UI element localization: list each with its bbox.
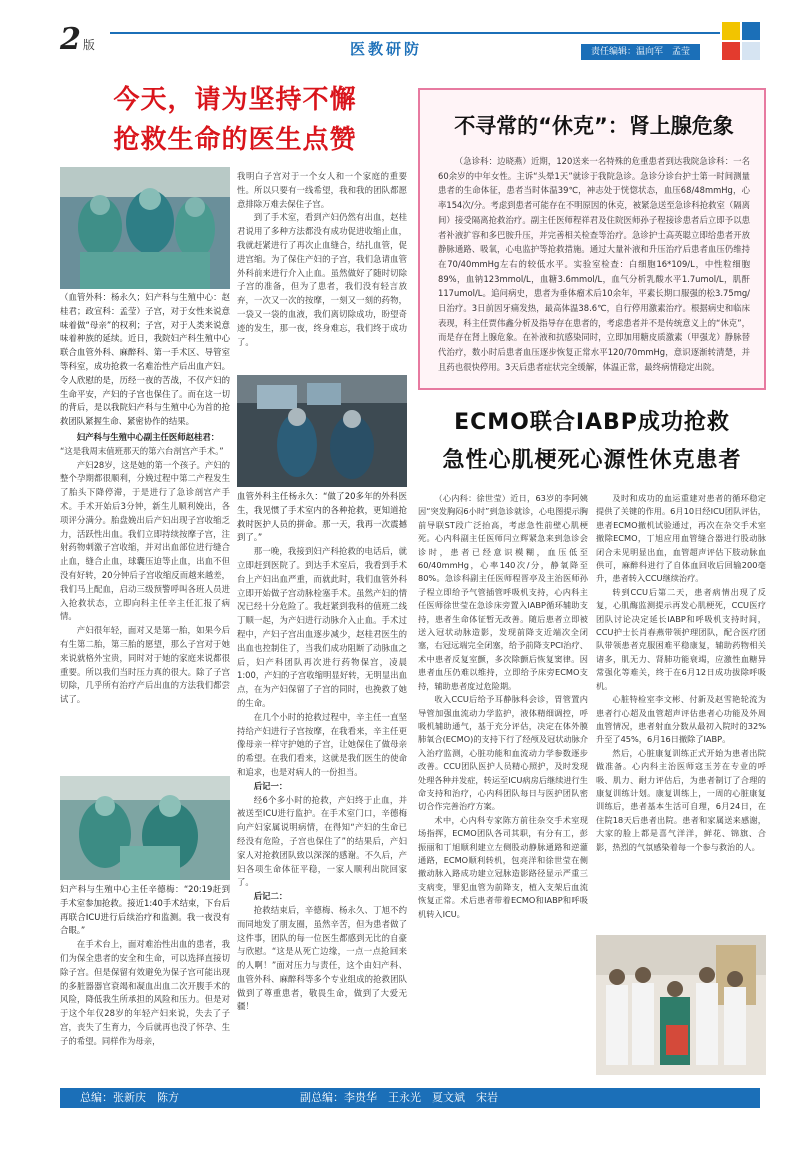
main-paragraph-2: 产妇很年轻，面对又是第一胎，如果今后有生第二胎，第三胎的愿望，那么子宫对于她来说就格外宝贵，同时对于她的家庭来说都很重要。所以我们当时压力真的很大。除了子宫切除，几乎所有治疗产后出血的方法我们都尝试了。 bbox=[60, 625, 230, 705]
ecmo-headline-line-2: 急性心肌梗死心源性休克患者 bbox=[442, 448, 742, 473]
cath-lab-photo bbox=[237, 375, 407, 487]
surgery-photo-2 bbox=[60, 776, 230, 880]
afterword-1-heading: 后记一： bbox=[253, 780, 288, 791]
header-bar bbox=[110, 32, 720, 62]
ecmo-column-1 bbox=[418, 492, 588, 921]
afterword-2-heading: 后记二： bbox=[253, 891, 288, 902]
main-paragraph-1: 产妇28岁，这是她的第一个孩子。产妇的整个孕期都很顺利，分娩过程中第二产程发生了胎头下降停滞，于是进行了急诊剖宫产手术。手术开始后3分钟，新生儿顺利娩出，各项评分满分。胎盘娩出后产妇出现子宫收缩乏力，活跃性出血。我们立即持续按摩子宫，注射药物刺激子宫收缩，并对出血部位进行缝合止血，缝合止血，球囊压迫等止血，出血不但没有好转，20分钟后子宫收缩反而越来越差，我们马上配血，启动三级预警呼叫各班人员进入抢救状态，立即向科主任辛主任汇报了病情。 bbox=[60, 459, 230, 622]
chief-editors: 总编：张新庆 陈方 bbox=[80, 1091, 179, 1104]
main-article-column-1b bbox=[60, 883, 230, 1049]
ecmo-paragraph-2: 收入CCU后给予耳静脉科会诊，胃管置内导管加强血流动力学监护，液体精细调控，呼吸机辅助通气，基于充分评估，决定在体外膜肺氧合(ECMO)的支持下行了经颅及冠状动脉介入治疗监测，心脏功能和血流动力学参数逐步改善。CCU团队医护人员精心照护，及时发现处理各种并发症，转运至ICU病房后继续进行生命支持和治疗，心内科团队每日与医护团队密切合作完善治疗方案。 bbox=[418, 694, 588, 812]
ecmo-paragraph-1: （心内科：徐世莹）近日，63岁的李阿姨因“突发胸闷6小时”到急诊就诊，心电图提示胸前导联ST段广泛抬高，考虑急性前壁心肌梗死。心内科副主任医师闫立辉紧急来到急诊会诊时，患者已经意识模糊，血压低至60/40mmHg，心率140次/分，静氧降至80%。急诊科副主任医师程晋亭及主治医师孙子程立即给予气管插管呼吸机支持，心内科主任医师徐世莹在急诊床旁置入IABP循环辅助支持，患者生命体征暂无改善。随后患者立即被送入冠状动脉造影，发现前降支近端次全闭塞，右冠远端完全闭塞，给予前降支PCI治疗、术中患者反复室颤，多次除颤后恢复窦律。因患者血压仍难以维持，立即给予床旁ECMO支持，辅助患者度过危险期。 bbox=[418, 493, 588, 691]
ecmo-headline bbox=[418, 404, 766, 480]
adrenal-crisis-title: 不寻常的“休克”：肾上腺危象 bbox=[454, 114, 734, 138]
col2-paragraph-2: 到了手术室，看到产妇仍然有出血，赵桂君说用了多种方法都没有成功促进收缩止血，我就赶紧进行了再次止血缝合，结扎血管，促进宫缩。为了保住产妇的子宫，我们急请血管外科前来进行介入止血。虽然做好了随时切除子宫的准备，但为了患者，我们没有轻言放弃，一次又一次的按摩，一刻又一刻的药物，一袋又一袋的血液，我们离切除成功，盼望奇迹的发生，那一夜，终身难忘，我们终于成功了。 bbox=[237, 212, 407, 347]
ecmo-paragraph-5: 转到CCU后第二天，患者病情出现了反复，心肌酶监测提示再发心肌梗死，CCU医疗团队讨论决定延长IABP和呼吸机支持时间，CCU护士长肖春燕带领护理团队，配合医疗团队带领患者克服困难平稳康复，辅助药物相关诸多，肌无力、肾肺功能衰竭，应激性血糖异常强化等难关，终于在6月12日成功拔除呼吸机。 bbox=[596, 586, 766, 691]
headline-line-2: 抢救生命的医生点赞 bbox=[113, 125, 357, 155]
ecmo-column-2 bbox=[596, 492, 766, 854]
page-number-digit: 2 bbox=[60, 22, 81, 57]
main-article-column-2 bbox=[237, 170, 407, 349]
afterword-1-text: 经6个多小时的抢救，产妇终于止血，并被送至ICU进行监护。在手术室门口，辛德梅向产妇家属说明病情，在得知“产妇的生命已经没有危险，子宫也保住了”的结果后，产妇家人对抢救团队致以深深的感谢。不久后，产妇各项生命体征平稳，一家人顺利出院回家了。 bbox=[237, 794, 407, 888]
footer-bar bbox=[60, 1088, 760, 1108]
afterword-2-text: 抢救结束后，辛德梅、杨永久、丁旭不约而同地发了朋友圈，虽然辛苦，但为患者做了这件事，团队的每一位医生都感到无比的自豪与欣慰。“这是从死亡边缘，一点一点抢回来的人啊！”面对压力与责任，这个由妇产科、血管外科、麻醉科等多个专业组成的抢救团队做到了尊重患者，敬畏生命，做到了大爱无疆！ bbox=[237, 904, 407, 1012]
deputy-editors: 副总编：李贵华 王永光 夏文斌 宋岩 bbox=[300, 1091, 498, 1104]
main-article-column-1 bbox=[60, 291, 230, 707]
page-number-suffix: 版 bbox=[82, 38, 95, 52]
main-paragraph-3: 在手术台上，面对难治性出血的患者，我们为保全患者的安全和生命，可以选择直接切除子宫。但是保留有效避免为保子宫可能出现的多脏器器官衰竭和凝血出血二次开腹手术的风险，降低我生所承担的风险和压力。但是对于这个年仅28岁的年轻产妇来说，失去了子宫，丧失了生育力，今后就再也没了怀孕、生子的希望。同样作为母亲， bbox=[60, 939, 230, 1046]
photo-caption-2: 妇产科与生殖中心主任辛德梅：“20:19赶到手术室参加抢救。接近1:40手术结束，下台后再联合ICU进行后续治疗和监测。我一夜没有合眼。” bbox=[60, 884, 230, 936]
photo-caption-3: 血管外科主任杨永久：“做了20多年的外科医生，我见惯了手术室内的各种抢救，更知道抢救时医护人员的拼命。那一天，我再一次震撼到了。” bbox=[237, 491, 407, 543]
photo-caption-1: （血管外科：杨永久；妇产科与生殖中心：赵桂君；政宣科：孟莹）子宫，对于女性来说意味着做“母亲”的权利；子宫，对于人类来说意味着种族的延续。近日，我院妇产科生殖中心联合血管外科、麻醉科、第一手术区、导管室等科室，成功抢救一名难治性产后出血产妇。令人欣慰的是，历经一夜的苦战，不仅产妇的生命平安，产妇的子宫也保住了。而在这一切的背后，是以我院妇产科与生殖中心为首的抢救团队紧握生命、紧密协作的结果。 bbox=[60, 292, 230, 427]
ecmo-headline-line-1: ECMO联合IABP成功抢救 bbox=[454, 410, 730, 435]
responsible-editors: 责任编辑：温向军 孟莹 bbox=[581, 44, 700, 60]
ecmo-paragraph-6: 心脏特检室李文彬、付新及赵雪艳轮流为患者行心超及血管超声评估患者心功能及外周血管情况，患者射血分数从最初入院时的32%升至了45%，6月16日撤除了IABP。 bbox=[596, 694, 766, 745]
adrenal-crisis-body: （急诊科：边晓燕）近期，120送来一名特殊的危重患者到达我院急诊科：一名60余岁的中年女性。主诉“头晕1天”就诊于我院急诊。急诊分诊台护士第一时间测量患者的生命体征，患者当时体温39℃，神志处于恍惚状态，血压68/48mmHg，心率154次/分。考虑到患者可能存在不明原因的休克，被紧急送至急诊科抢救室（隔离间）接受隔离抢救治疗。副主任医师程祥君及住院医师孙子程接诊患者后立即予以患者补液扩容和多巴胺升压，并完善相关检查等治疗。急诊护士高英聪立即给患者开放静脉通路、吸氧，心电监护等抢救措施。通过大量补液和升压治疗后患者血压仍维持在70/40mmHg左右的较低水平。实验室检查：白细胞16*109/L，中性粒细胞89%，血钠123mmol/L，血糖3.6mmol/L，血气分析乳酸水平1.7umol/L，肌酐117umol/L。追问病史，患者为垂体瘤术后10余年，平素长期口服强的松3.75mg/日治疗。3日前因牙痛发热，最高体温38.6℃，自行停用激素治疗。根据病史和临床表现，科主任贾伟鑫分析及指导存在患者的，考虑患者并不是传统意义上的“休克”，而是存在肾上腺危象。在补液和抗感染同时，立即加用糖皮质激素（甲强龙）静脉替代治疗，数小时后患者血压逐步恢复正常水平120/70mmHg，意识逐渐转清楚，并且药也很快停用。3天后患者症状完全缓解，体温正常，最终病情稳定出院。 bbox=[438, 156, 750, 372]
main-article-column-2b bbox=[237, 490, 407, 1014]
column-title: 医教研防 bbox=[350, 40, 423, 58]
ecmo-paragraph-3: 术中，心内科专家陈方前往杂交手术室现场指挥，ECMO团队各司其职，有分有工，彭振丽和丁旭顺利建立左侧股动静脉通路和逆灌通路，ECMO顺利转机，包亮洋和徐世莹在侧撤动脉入路成功建立冠脉造影路径显示严重三支病变，罪犯血管为前降支，植入支架后血流恢复正常。术后患者带着ECMO和IABP和呼吸机转入ICU。 bbox=[418, 814, 588, 919]
col2-paragraph-1: 我明白子宫对于一个女人和一个家庭的重要性。所以只要有一线希望，我和我的团队都愿意排除万难去保住子宫。 bbox=[237, 171, 407, 209]
headline-line-1: 今天，请为坚持不懈 bbox=[113, 85, 357, 115]
col2-paragraph-3: 那一晚，我接到妇产科抢救的电话后，就立即赶到医院了。到达手术室后，我看到手术台上产妇出血严重，而就此时，我们血管外科立即开始做子宫动脉栓塞手术。虽然产妇的情况已经十分危险了。我赶紧到我科的值班二线丁顺一起，为产妇进行动脉介入止血。手术过程中，产妇子宫出血逐步减少，赵桂君医生的出血也控制住了，当我们成功阻断了动脉血之后，妇产科团队再次进行药物保宫，凌晨1:00，产妇的子宫收缩明显好转，无明显出血点，在为产妇保留了子宫的同时，也挽救了她的生命。 bbox=[237, 546, 407, 708]
speaker-zhao-quote: “这是我周末值班那天的第六台剖宫产手术。” bbox=[60, 445, 224, 456]
ecmo-paragraph-7: 然后，心脏康复训练正式开始为患者出院做准备。心内科主治医师寇玉芳在专业的呼吸、肌力、耐力评估后，为患者制订了合理的康复训练计划。康复训练上，一周的心脏康复训练后，患者基本生活可自理，6月24日，在住院18天后患者出院。患者和家属送来感谢，大家的脸上都是喜气洋洋，鲜花、锦旗、合影，热烈的气氛感染着每一个参与救治的人。 bbox=[596, 747, 766, 852]
group-photo bbox=[596, 935, 766, 1075]
main-headline bbox=[60, 80, 410, 160]
ecmo-paragraph-4: 及时和成功的血运重建对患者的循环稳定提供了关键的作用。6月10日经ICU团队评估，患者ECMO撤机试验通过，再次在杂交手术室撤除ECMO，丁旭应用血管缝合器进行股动脉闭合未见明显出血，血管超声评估下肢动脉血供可，麻醉科进行了自体血回收后回输200毫升，患者转入CCU继续治疗。 bbox=[596, 493, 766, 584]
adrenal-crisis-box bbox=[418, 88, 766, 390]
col2-paragraph-4: 在几个小时的抢救过程中，辛主任一直坚持给产妇进行子宫按摩，在我看来，辛主任更像母亲一样守护她的子宫，让她保住了做母亲的希望。在我们看来，这就是我们医生的使命和追求，也是对病人的一份担当。 bbox=[237, 711, 407, 777]
speaker-zhao: 妇产科与生殖中心副主任医师赵桂君： bbox=[76, 431, 220, 442]
surgery-photo-1 bbox=[60, 167, 230, 289]
decorative-blocks bbox=[722, 22, 762, 62]
